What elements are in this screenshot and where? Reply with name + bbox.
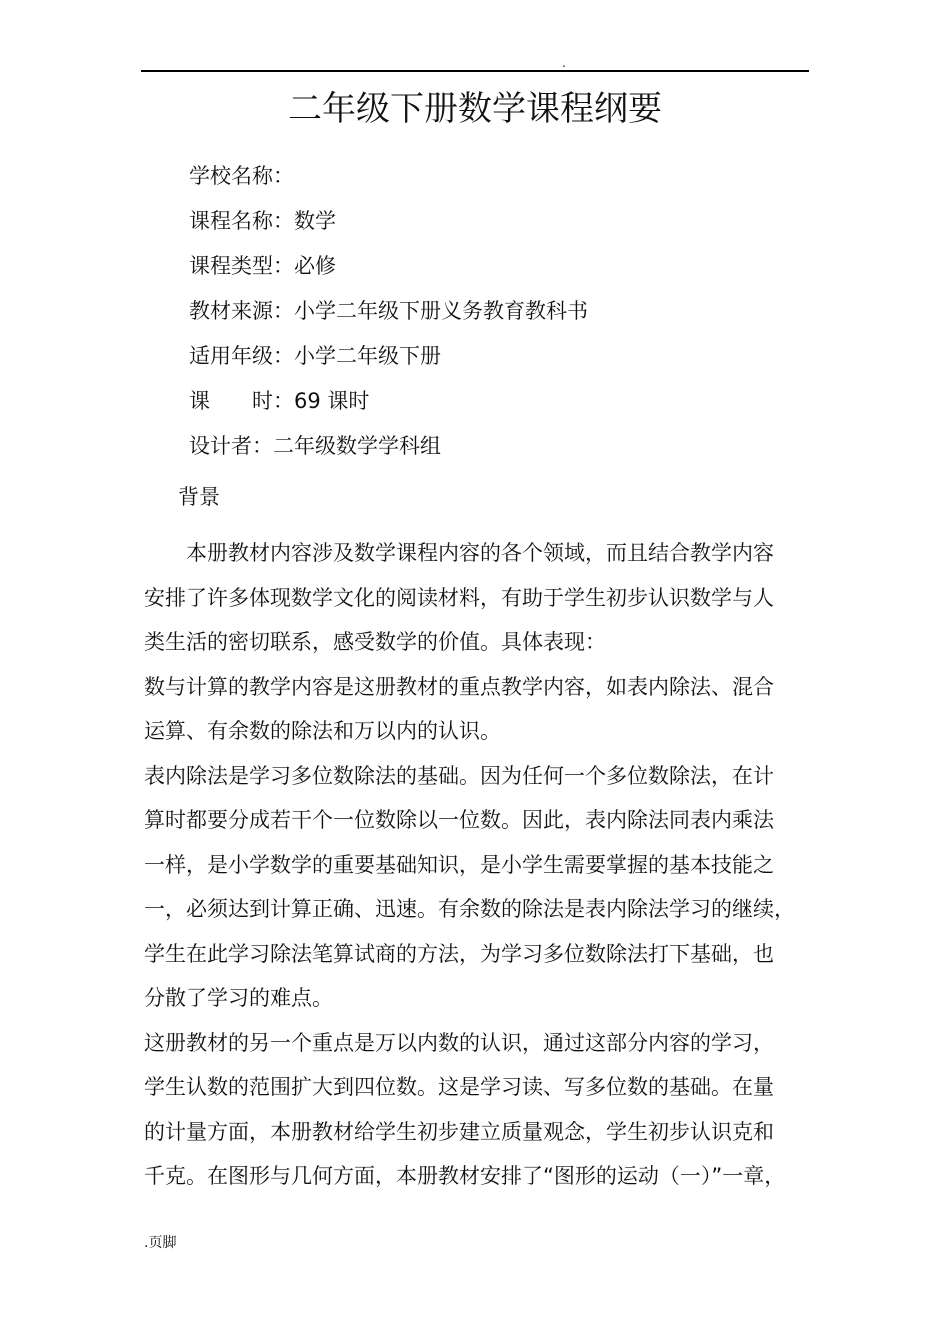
body-line: 分散了学习的难点。 [144,986,333,1010]
meta-grade: 适用年级：小学二年级下册 [189,344,441,368]
body-line: 类生活的密切联系，感受数学的价值。具体表现： [144,630,606,654]
body-line: 学生在此学习除法笔算试商的方法，为学习多位数除法打下基础，也 [144,941,774,966]
body-line: 一样，是小学数学的重要基础知识，是小学生需要掌握的基本技能之 [144,852,774,877]
body-line: 一，必须达到计算正确、迅速。有余数的除法是表内除法学习的继续， [144,897,795,921]
body-line: 算时都要分成若干个一位数除以一位数。因此，表内除法同表内乘法 [144,808,774,832]
body-line: 千克。在图形与几何方面，本册教材安排了“图形的运动（一）”一章， [144,1164,786,1188]
body-line: 运算、有余数的除法和万以内的认识。 [144,719,501,743]
header-mark: . [562,56,566,70]
document-title: 二年级下册数学课程纲要 [288,89,662,129]
meta-designer: 设计者：二年级数学学科组 [189,434,441,458]
meta-course-type: 课程类型：必修 [189,254,336,278]
body-line: 的计量方面，本册教材给学生初步建立质量观念，学生初步认识克和 [144,1119,774,1144]
course-info-list [189,154,588,469]
meta-course-name: 课程名称：数学 [189,209,336,233]
section-heading-background: 背景 [178,485,220,509]
meta-class-hours: 课 时：69 课时 [189,389,370,413]
body-line: 学生认数的范围扩大到四位数。这是学习读、写多位数的基础。在量 [144,1075,774,1099]
page-footer: .页脚 [144,1235,177,1251]
body-line: 数与计算的教学内容是这册教材的重点教学内容，如表内除法、混合 [144,674,774,699]
header-rule [141,70,809,72]
meta-school-name: 学校名称： [189,164,294,188]
body-line: 这册教材的另一个重点是万以内数的认识，通过这部分内容的学习， [144,1030,774,1055]
body-line: 表内除法是学习多位数除法的基础。因为任何一个多位数除法，在计 [144,763,774,788]
background-body-text [144,531,824,1199]
body-line: 本册教材内容涉及数学课程内容的各个领域，而且结合教学内容 [186,541,774,565]
body-line: 安排了许多体现数学文化的阅读材料，有助于学生初步认识数学与人 [144,585,774,610]
meta-textbook-source: 教材来源：小学二年级下册义务教育教科书 [189,299,588,323]
